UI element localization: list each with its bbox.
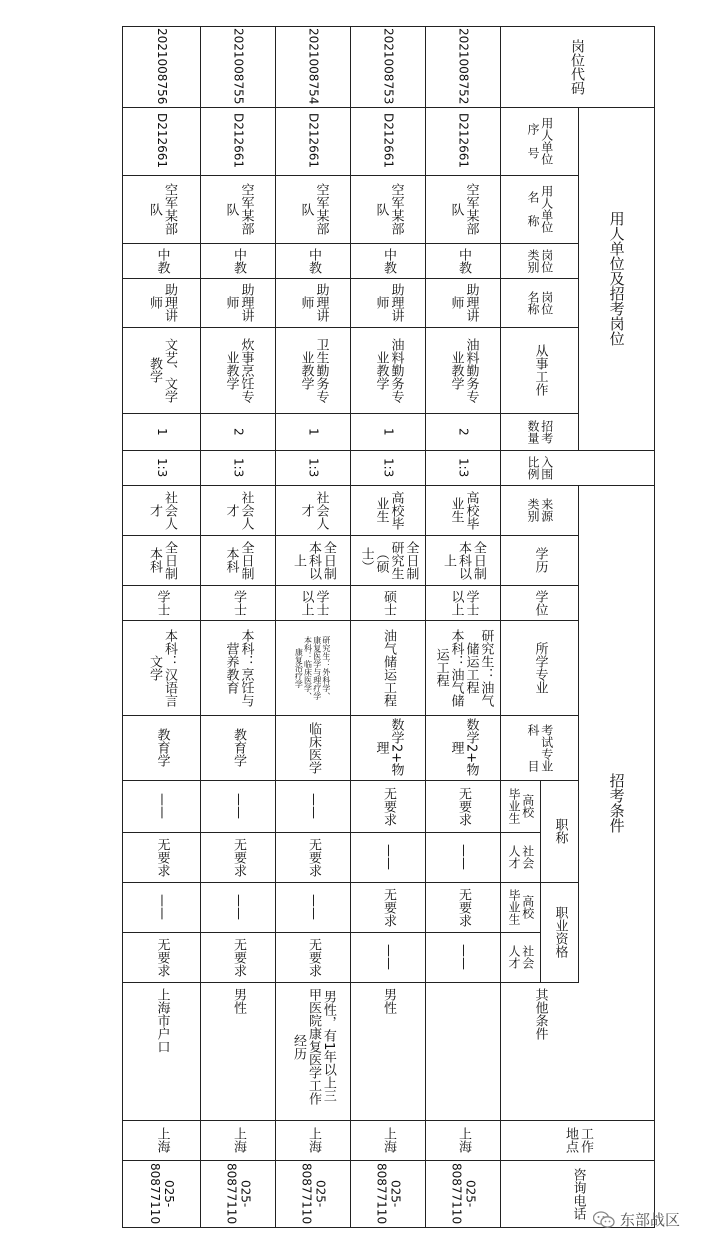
row-2-phone-text: 025- 80877110 xyxy=(374,1162,403,1225)
header-source xyxy=(500,485,578,535)
row-5-qual-grad-text: —— xyxy=(154,894,170,920)
row-1-post-name xyxy=(425,278,500,327)
grid-line xyxy=(122,1227,655,1228)
row-1-location-text: 上海 xyxy=(455,1127,471,1153)
header-exam xyxy=(500,715,578,780)
row-2-employer-name-text: 空军某部 队 xyxy=(373,183,404,235)
header-title-social xyxy=(500,832,540,882)
row-3-qual-grad xyxy=(275,882,350,932)
row-2-code-text: 2021008753 xyxy=(381,28,396,105)
row-4-qual-social-text: 无要求 xyxy=(230,937,246,977)
row-5-education xyxy=(122,535,200,585)
row-3-post-name-text: 助理讲 师 xyxy=(298,283,329,322)
row-5-title-grad xyxy=(122,780,200,832)
header-qual-social-text: 社会 人才 xyxy=(507,945,535,969)
row-1-work-text: 油料勤务专 业教学 xyxy=(448,337,479,403)
row-4-ratio-text: 1:3 xyxy=(231,457,246,478)
row-3-post-type xyxy=(275,243,350,278)
row-4-title-grad xyxy=(200,780,275,832)
header-post-name xyxy=(500,278,578,327)
row-5-title-social-text: 无要求 xyxy=(154,837,170,877)
row-3-work-text: 卫生勤务专 业教学 xyxy=(298,337,329,403)
row-2-post-name xyxy=(350,278,425,327)
header-degree xyxy=(500,585,578,620)
row-2-quota-text: 1 xyxy=(381,427,396,436)
row-1-qual-grad-text: 无要求 xyxy=(455,887,471,927)
row-4-phone-text: 025- 80877110 xyxy=(224,1162,253,1225)
header-qual-group xyxy=(540,882,578,982)
row-1-code-text: 2021008752 xyxy=(456,28,471,105)
row-5-exam xyxy=(122,715,200,780)
header-title-grad-text: 高校 毕业生 xyxy=(507,788,535,824)
header-post-code-text: 岗位代码 xyxy=(569,38,586,95)
row-3-major-text: 研究生：外科学、 康复医学与理疗学 本科：临床医学、 康复治疗学 xyxy=(294,635,331,700)
header-source-text: 来源 类别 xyxy=(526,498,554,522)
header-conditions-group xyxy=(578,485,654,1120)
header-education xyxy=(500,535,578,585)
row-4-title-social xyxy=(200,832,275,882)
header-conditions-group-text: 招考条件 xyxy=(607,772,626,833)
row-1-code xyxy=(425,26,500,107)
row-3-major xyxy=(275,620,350,715)
row-4-source xyxy=(200,485,275,535)
grid-line xyxy=(578,450,655,451)
row-5-quota xyxy=(122,413,200,450)
row-5-quota-text: 1 xyxy=(154,427,169,436)
row-3-education-text: 全日制 本科以 上 xyxy=(291,540,336,580)
row-2-source xyxy=(350,485,425,535)
row-4-other-text: 男性 xyxy=(230,988,246,1014)
row-1-exam-text: 数学2+物 理 xyxy=(448,718,479,777)
row-4-work xyxy=(200,327,275,413)
row-2-education-text: 全日制 研究生 （硕 士） xyxy=(358,540,419,580)
row-5-ratio xyxy=(122,450,200,485)
row-2-ratio xyxy=(350,450,425,485)
row-2-major xyxy=(350,620,425,715)
row-4-work-text: 炊事烹饪专 业教学 xyxy=(223,337,254,403)
row-3-qual-social-text: 无要求 xyxy=(305,937,321,977)
row-1-degree xyxy=(425,585,500,620)
row-4-education xyxy=(200,535,275,585)
row-2-education xyxy=(350,535,425,585)
row-5-employer-name-text: 空军某部 队 xyxy=(147,183,177,235)
row-1-employer-name-text: 空军某部 队 xyxy=(448,183,479,235)
row-5-major-text: 本科：汉语言 文学 xyxy=(147,628,177,707)
row-4-code xyxy=(200,26,275,107)
row-1-major xyxy=(425,620,500,715)
row-2-post-name-text: 助理讲 师 xyxy=(373,283,404,322)
header-degree-text: 学位 xyxy=(532,589,548,616)
row-5-location xyxy=(122,1120,200,1160)
row-2-location-text: 上海 xyxy=(380,1127,396,1153)
header-post-code xyxy=(500,26,654,107)
row-2-work xyxy=(350,327,425,413)
row-5-phone xyxy=(122,1160,200,1227)
row-3-post-type-text: 中教 xyxy=(305,247,321,274)
header-location xyxy=(500,1120,654,1160)
row-1-post-type xyxy=(425,243,500,278)
header-employer-no xyxy=(500,107,578,175)
header-work xyxy=(500,327,578,413)
row-2-qual-grad-text: 无要求 xyxy=(380,887,396,927)
row-5-post-name-text: 助理讲 师 xyxy=(147,283,177,322)
row-2-qual-social-text: —— xyxy=(380,944,396,970)
grid-line xyxy=(654,26,655,1228)
header-location-text: 工作 地点 xyxy=(563,1127,593,1153)
row-3-title-grad xyxy=(275,780,350,832)
header-employer-no-text: 用人单位 序 号 xyxy=(526,117,554,165)
row-1-phone xyxy=(425,1160,500,1227)
row-5-qual-social xyxy=(122,932,200,982)
row-1-degree-text: 学士 以上 xyxy=(448,589,479,616)
header-major xyxy=(500,620,578,715)
row-4-phone xyxy=(200,1160,275,1227)
row-5-location-text: 上海 xyxy=(154,1127,170,1153)
row-3-employer-name xyxy=(275,175,350,243)
header-major-text: 所学专业 xyxy=(532,641,548,694)
row-5-phone-text: 025- 80877110 xyxy=(148,1162,176,1225)
row-3-ratio-text: 1:3 xyxy=(306,457,321,478)
row-1-education xyxy=(425,535,500,585)
row-2-quota xyxy=(350,413,425,450)
row-5-work-text: 文艺、文学 教学 xyxy=(147,337,177,403)
row-1-quota xyxy=(425,413,500,450)
header-title-group xyxy=(540,780,578,882)
watermark xyxy=(593,1209,680,1230)
row-3-title-social-text: 无要求 xyxy=(305,837,321,877)
row-4-post-type xyxy=(200,243,275,278)
row-5-ratio-text: 1:3 xyxy=(154,457,169,478)
row-1-source xyxy=(425,485,500,535)
row-2-post-type-text: 中教 xyxy=(380,247,396,274)
row-4-employer-no xyxy=(200,107,275,175)
row-3-code xyxy=(275,26,350,107)
row-2-major-text: 油气储运工程 xyxy=(380,628,396,707)
row-4-major xyxy=(200,620,275,715)
row-2-exam xyxy=(350,715,425,780)
row-4-ratio xyxy=(200,450,275,485)
header-title-grad xyxy=(500,780,540,832)
row-4-qual-social xyxy=(200,932,275,982)
row-3-phone xyxy=(275,1160,350,1227)
row-2-employer-no-text: D212661 xyxy=(381,113,396,169)
row-5-qual-grad xyxy=(122,882,200,932)
row-2-post-type xyxy=(350,243,425,278)
row-4-qual-grad-text: —— xyxy=(230,894,246,920)
row-5-major xyxy=(122,620,200,715)
row-3-qual-grad-text: —— xyxy=(305,894,321,920)
row-3-quota-text: 1 xyxy=(306,427,321,436)
row-3-ratio xyxy=(275,450,350,485)
header-ratio-text: 入围 比例 xyxy=(526,455,554,480)
header-phone-text: 咨询电话 xyxy=(570,1167,586,1220)
row-5-employer-name xyxy=(122,175,200,243)
wechat-icon xyxy=(593,1211,615,1229)
row-2-work-text: 油料勤务专 业教学 xyxy=(373,337,404,403)
row-4-major-text: 本科：烹饪与 营养教育 xyxy=(223,628,254,707)
row-2-title-social xyxy=(350,832,425,882)
header-ratio xyxy=(500,450,578,485)
row-4-title-social-text: 无要求 xyxy=(230,837,246,877)
row-3-source-text: 社会人 才 xyxy=(298,490,329,530)
row-3-post-name xyxy=(275,278,350,327)
row-3-degree-text: 学士 以上 xyxy=(298,589,329,616)
header-quota-text: 招考 数量 xyxy=(526,419,554,444)
row-2-other xyxy=(350,982,425,1120)
row-2-employer-name xyxy=(350,175,425,243)
header-quota xyxy=(500,413,578,450)
row-4-education-text: 全日制 本科 xyxy=(223,540,254,580)
row-4-degree xyxy=(200,585,275,620)
header-post-type xyxy=(500,243,578,278)
header-qual-grad xyxy=(500,882,540,932)
row-4-code-text: 2021008755 xyxy=(231,28,246,105)
header-post-name-text: 岗位 名称 xyxy=(526,290,554,315)
row-1-major-text: 研究生：油气 储运工程 本科：油气储 运工程 xyxy=(433,628,494,707)
row-3-location xyxy=(275,1120,350,1160)
row-1-title-grad-text: 无要求 xyxy=(455,786,471,826)
row-4-location-text: 上海 xyxy=(230,1127,246,1153)
row-5-other-text: 上海市户口 xyxy=(154,988,170,1053)
header-qual-social xyxy=(500,932,540,982)
header-other-text: 其他条件 xyxy=(532,988,548,1040)
header-qual-group-text: 职业资格 xyxy=(552,906,568,958)
row-3-employer-name-text: 空军某部 队 xyxy=(298,183,329,235)
row-5-post-type-text: 中教 xyxy=(154,247,170,274)
row-4-exam-text: 教育学 xyxy=(230,728,246,767)
row-1-title-social xyxy=(425,832,500,882)
row-5-exam-text: 教育学 xyxy=(154,728,170,767)
row-3-other-text: 男性，有1年以上三 甲医院康复医学工作 经历 xyxy=(291,988,336,1105)
row-5-degree xyxy=(122,585,200,620)
row-1-other xyxy=(425,982,500,1120)
row-4-location xyxy=(200,1120,275,1160)
row-2-phone xyxy=(350,1160,425,1227)
header-qual-grad-text: 高校 毕业生 xyxy=(507,889,535,925)
row-4-source-text: 社会人 才 xyxy=(223,490,254,530)
row-3-code-text: 2021008754 xyxy=(306,28,321,105)
row-1-employer-no xyxy=(425,107,500,175)
watermark-text: 东部战区 xyxy=(620,1211,681,1229)
row-2-degree-text: 硕士 xyxy=(380,589,396,616)
row-1-employer-no-text: D212661 xyxy=(456,113,471,169)
row-5-post-type xyxy=(122,243,200,278)
row-3-phone-text: 025- 80877110 xyxy=(299,1162,328,1225)
row-1-ratio xyxy=(425,450,500,485)
row-5-source xyxy=(122,485,200,535)
row-5-qual-social-text: 无要求 xyxy=(154,937,170,977)
header-title-group-text: 职称 xyxy=(552,818,568,844)
row-3-employer-no xyxy=(275,107,350,175)
row-3-location-text: 上海 xyxy=(305,1127,321,1153)
row-4-exam xyxy=(200,715,275,780)
row-2-title-grad xyxy=(350,780,425,832)
row-5-title-social xyxy=(122,832,200,882)
row-4-title-grad-text: —— xyxy=(230,793,246,819)
row-3-work xyxy=(275,327,350,413)
row-4-employer-no-text: D212661 xyxy=(231,113,246,169)
row-3-title-grad-text: —— xyxy=(305,793,321,819)
header-title-social-text: 社会 人才 xyxy=(507,845,535,869)
header-post-type-text: 岗位 类别 xyxy=(526,248,554,273)
row-1-ratio-text: 1:3 xyxy=(456,457,471,478)
row-5-other xyxy=(122,982,200,1120)
row-4-other xyxy=(200,982,275,1120)
row-1-post-name-text: 助理讲 师 xyxy=(448,283,479,322)
row-5-employer-no-text: D212661 xyxy=(154,113,169,169)
row-1-title-grad xyxy=(425,780,500,832)
row-3-title-social xyxy=(275,832,350,882)
row-3-exam-text: 临床医学 xyxy=(305,721,321,774)
row-4-post-name xyxy=(200,278,275,327)
row-2-ratio-text: 1:3 xyxy=(381,457,396,478)
row-3-other xyxy=(275,982,350,1120)
row-4-post-name-text: 助理讲 师 xyxy=(223,283,254,322)
row-5-employer-no xyxy=(122,107,200,175)
row-5-degree-text: 学士 xyxy=(154,589,170,616)
header-employer-name xyxy=(500,175,578,243)
row-1-quota-text: 2 xyxy=(456,427,471,436)
row-3-degree xyxy=(275,585,350,620)
row-4-quota xyxy=(200,413,275,450)
header-employer-group xyxy=(578,107,654,450)
row-4-degree-text: 学士 xyxy=(230,589,246,616)
row-1-qual-social xyxy=(425,932,500,982)
row-5-source-text: 社会人 才 xyxy=(147,490,177,530)
row-1-location xyxy=(425,1120,500,1160)
row-2-other-text: 男性 xyxy=(380,988,396,1014)
row-3-qual-social xyxy=(275,932,350,982)
header-education-text: 学历 xyxy=(532,547,548,573)
row-2-exam-text: 数学2+物 理 xyxy=(373,718,404,777)
row-4-qual-grad xyxy=(200,882,275,932)
row-2-qual-social xyxy=(350,932,425,982)
row-1-source-text: 高校毕 业生 xyxy=(448,490,479,530)
row-4-employer-name-text: 空军某部 队 xyxy=(223,183,254,235)
row-5-title-grad-text: —— xyxy=(154,793,170,819)
row-2-source-text: 高校毕 业生 xyxy=(373,490,404,530)
header-employer-group-text: 用人单位及招考岗位 xyxy=(607,211,626,346)
row-1-employer-name xyxy=(425,175,500,243)
row-1-post-type-text: 中教 xyxy=(455,247,471,274)
row-1-qual-social-text: —— xyxy=(455,944,471,970)
header-employer-name-text: 用人单位 名 称 xyxy=(526,185,554,233)
row-5-post-name xyxy=(122,278,200,327)
row-2-title-grad-text: 无要求 xyxy=(380,786,396,826)
row-5-work xyxy=(122,327,200,413)
row-2-employer-no xyxy=(350,107,425,175)
row-2-location xyxy=(350,1120,425,1160)
row-3-source xyxy=(275,485,350,535)
row-3-employer-no-text: D212661 xyxy=(306,113,321,169)
row-1-phone-text: 025- 80877110 xyxy=(449,1162,478,1225)
row-1-exam xyxy=(425,715,500,780)
row-1-work xyxy=(425,327,500,413)
row-1-education-text: 全日制 本科以 上 xyxy=(441,540,486,580)
header-other xyxy=(500,982,578,1120)
row-4-employer-name xyxy=(200,175,275,243)
row-4-quota-text: 2 xyxy=(231,427,246,436)
row-1-qual-grad xyxy=(425,882,500,932)
row-5-education-text: 全日制 本科 xyxy=(147,540,177,580)
row-2-code xyxy=(350,26,425,107)
header-work-text: 从事工作 xyxy=(532,344,548,396)
row-3-exam xyxy=(275,715,350,780)
row-5-code-text: 2021008756 xyxy=(154,28,169,105)
row-3-education xyxy=(275,535,350,585)
row-4-post-type-text: 中教 xyxy=(230,247,246,274)
row-1-title-social-text: —— xyxy=(455,844,471,870)
row-2-title-social-text: —— xyxy=(380,844,396,870)
row-3-quota xyxy=(275,413,350,450)
row-2-qual-grad xyxy=(350,882,425,932)
row-2-degree xyxy=(350,585,425,620)
header-exam-text: 考试专业 科 目 xyxy=(526,723,554,772)
row-5-code xyxy=(122,26,200,107)
